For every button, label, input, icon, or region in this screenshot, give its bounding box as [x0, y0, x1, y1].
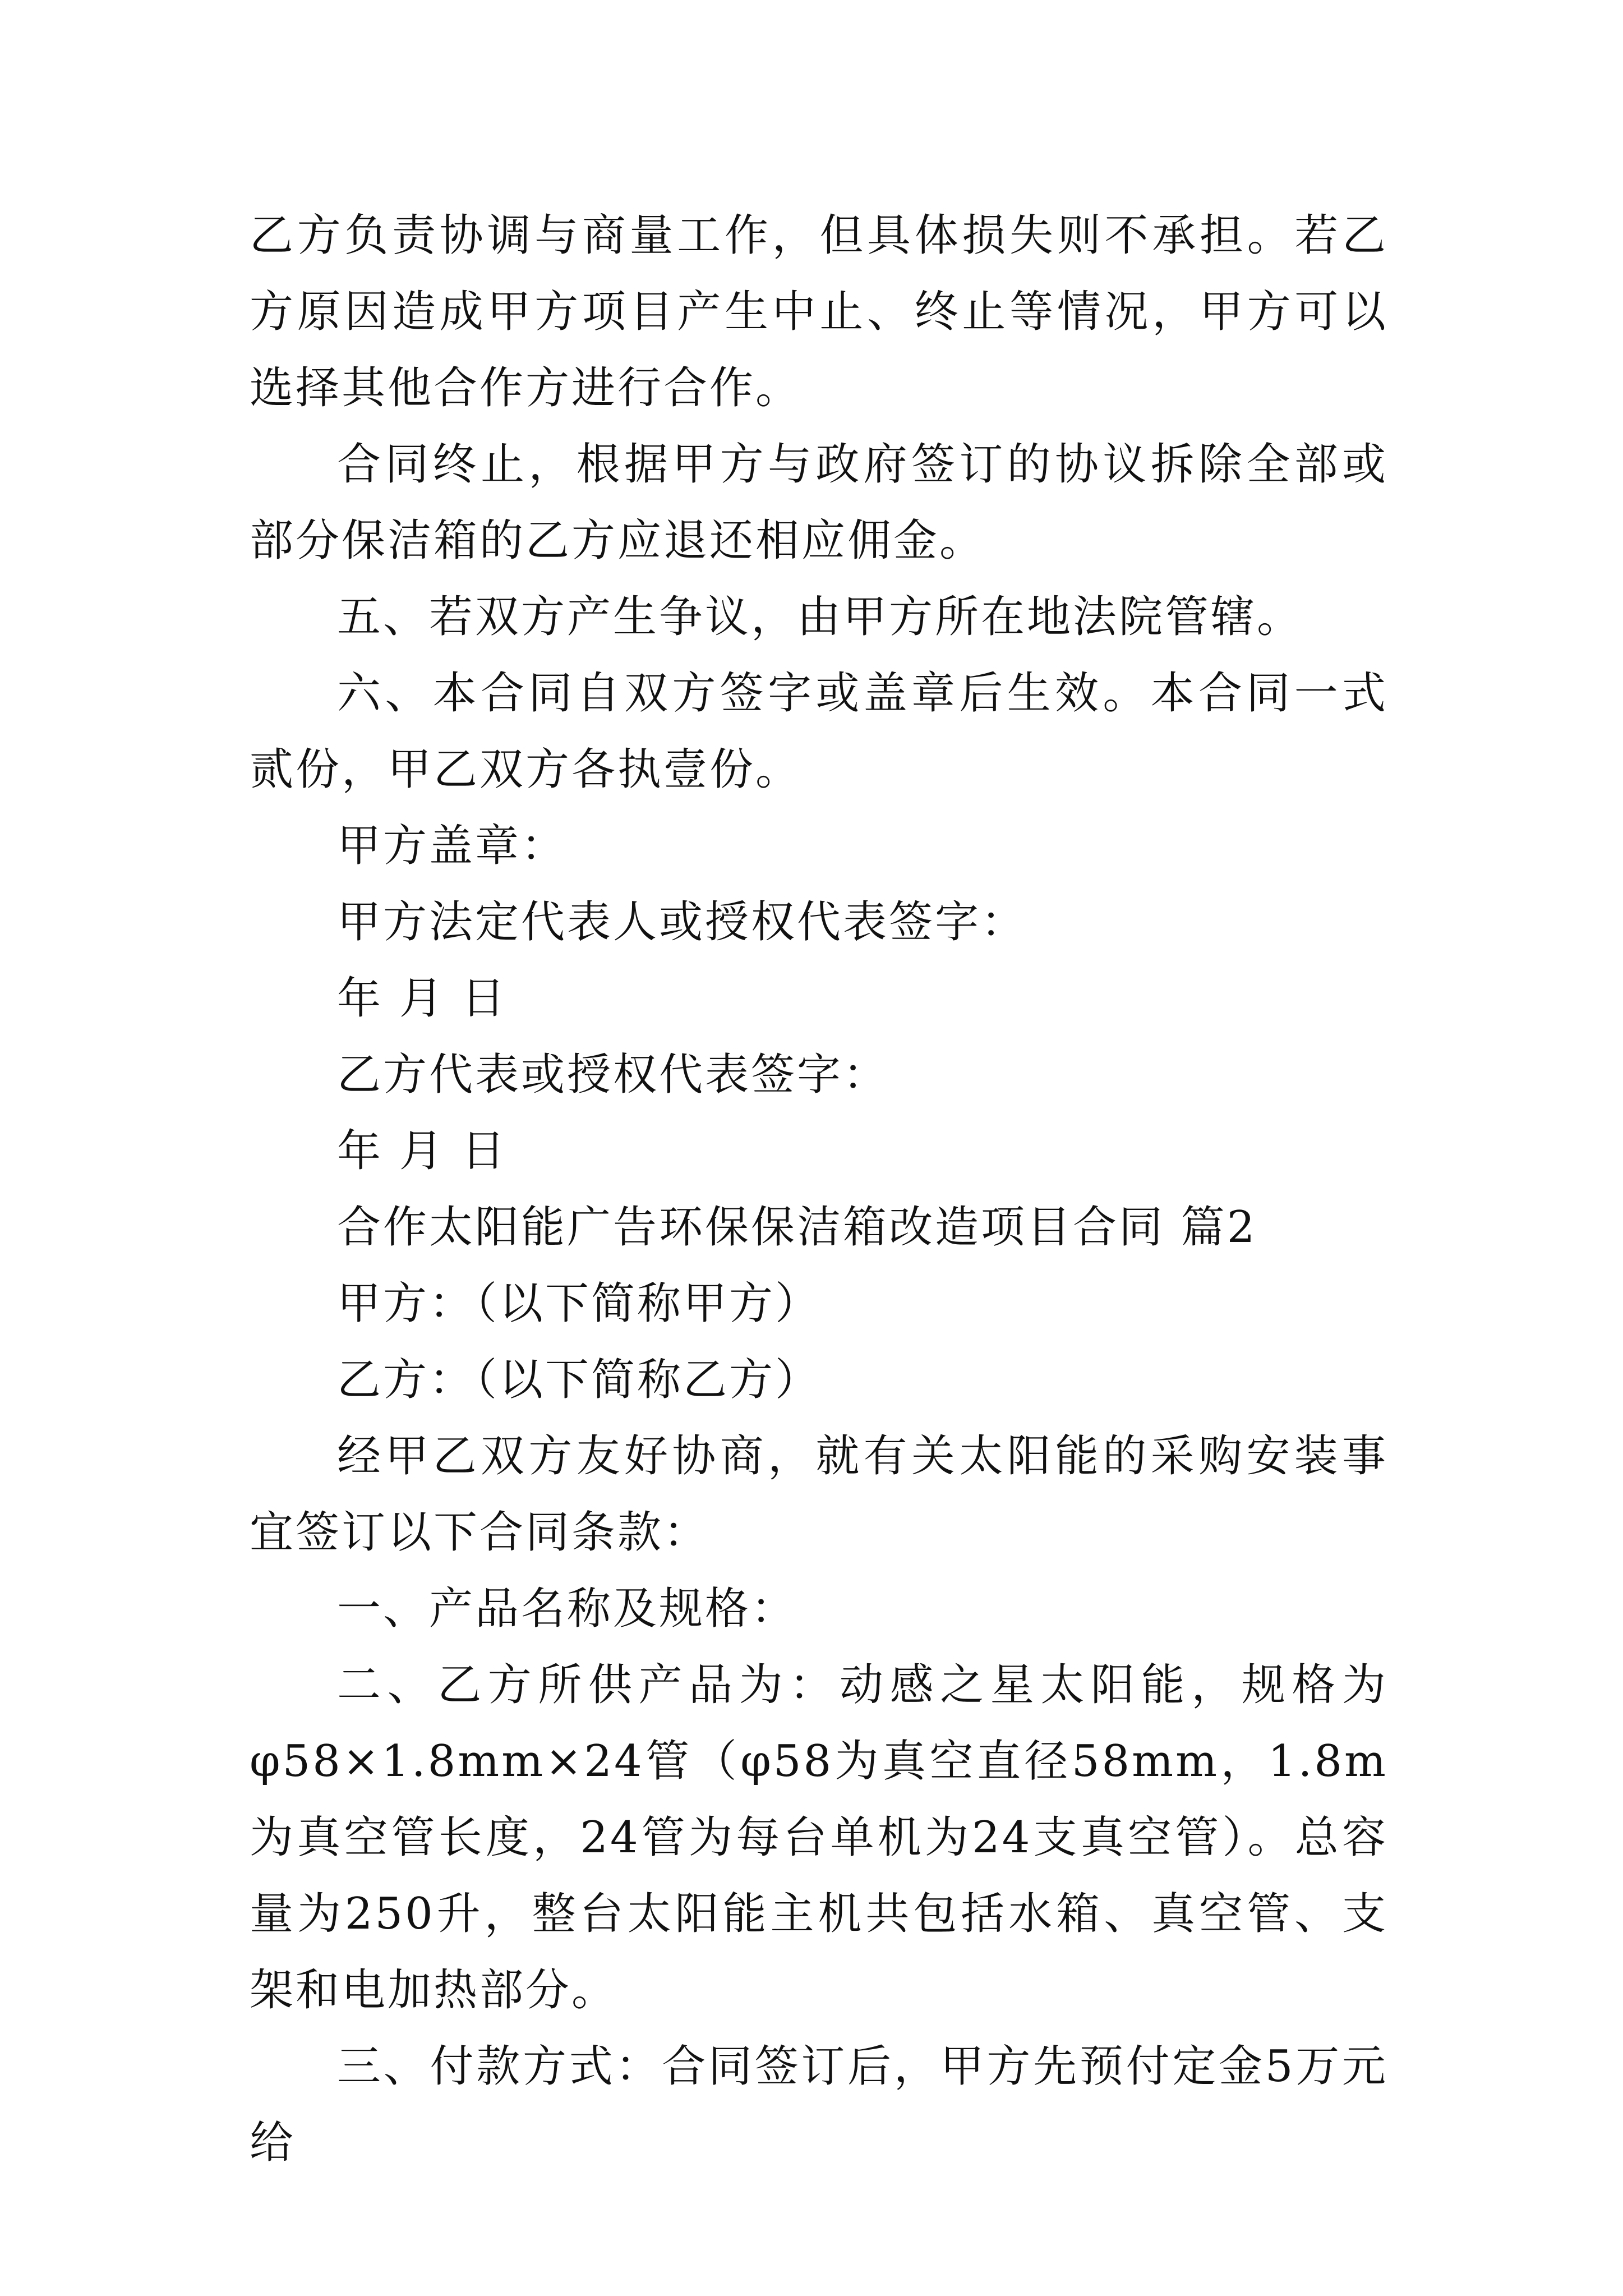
paragraph-1: 乙方负责协调与商量工作，但具体损失则不承担。若乙方原因造成甲方项目产生中止、终止等情况，甲方可以选择其他合作方进行合作。: [250, 210, 1388, 413]
document-body: [250, 197, 1388, 2181]
paragraph-7: 年 月 日: [337, 973, 508, 1024]
paragraph-14: 一、产品名称及规格：: [337, 1584, 797, 1634]
paragraph-16: 三、付款方式：合同签订后，甲方先预付定金5万元给: [250, 2041, 1388, 2168]
paragraph-2: 合同终止，根据甲方与政府签订的协议拆除全部或部分保洁箱的乙方应退还相应佣金。: [250, 439, 1388, 566]
paragraph-15: 二、乙方所供产品为：动感之星太阳能，规格为φ58×1.8mm×24管（φ58为真空直径58mm，1.8m为真空管长度，24管为每台单机为24支真空管）。总容量为250升，整台太阳能主机共包括水箱、真空管、支架和电加热部分。: [250, 1660, 1388, 2016]
paragraph-4: 六、本合同自双方签字或盖章后生效。本合同一式贰份，甲乙双方各执壹份。: [250, 668, 1388, 795]
paragraph-9: 年 月 日: [337, 1126, 508, 1176]
paragraph-8: 乙方代表或授权代表签字：: [337, 1050, 889, 1100]
paragraph-11: 甲方：（以下简称甲方）: [337, 1278, 822, 1329]
section-heading: 合作太阳能广告环保保洁箱改造项目合同 篇2: [337, 1202, 1257, 1253]
paragraph-5: 甲方盖章：: [337, 821, 568, 871]
paragraph-6: 甲方法定代表人或授权代表签字：: [337, 897, 1027, 947]
paragraph-13: 经甲乙双方友好协商，就有关太阳能的采购安装事宜签订以下合同条款：: [250, 1431, 1388, 1558]
paragraph-3: 五、若双方产生争议，由甲方所在地法院管辖。: [337, 592, 1303, 642]
paragraph-12: 乙方：（以下简称乙方）: [337, 1355, 822, 1405]
